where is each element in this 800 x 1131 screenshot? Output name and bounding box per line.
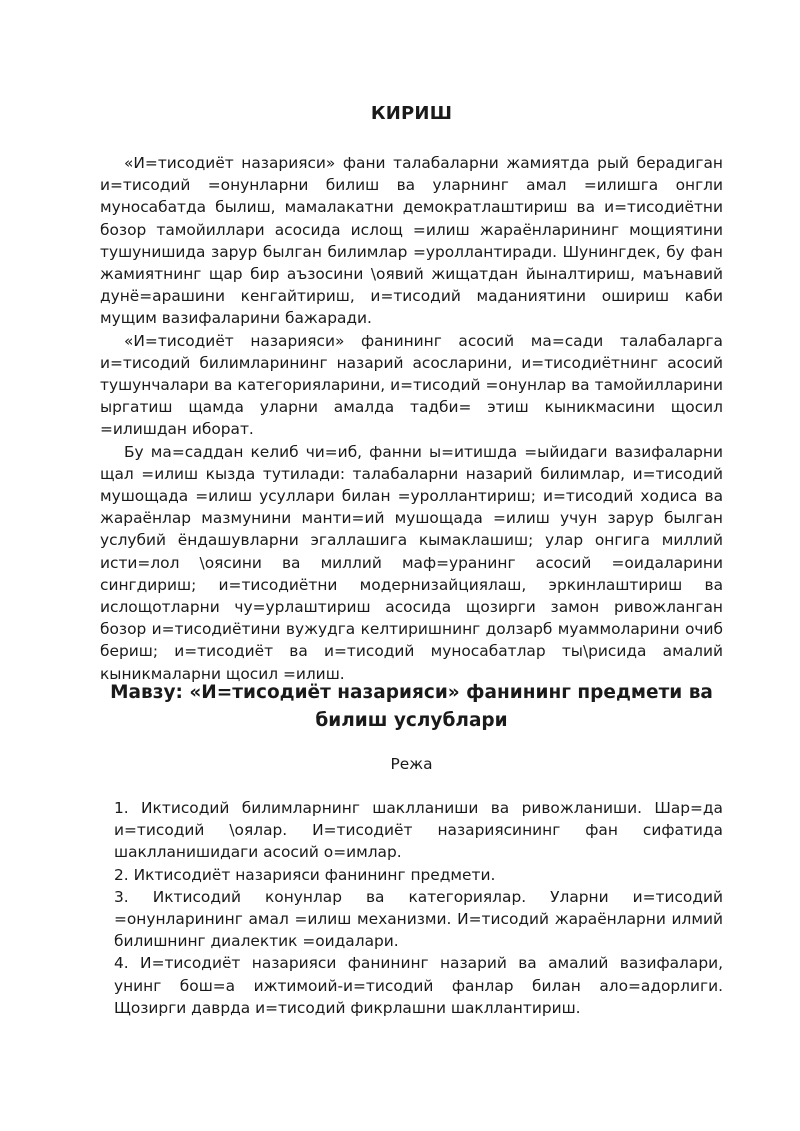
plan-item-1: 1. Иктисодий билимларнинг шаклланиши ва ривожланиши. Шар=да и=тисодий \оялар. И=тисодиёт назариясининг фан сифатида шаклланишидаги асосий о=имлар. [114,799,723,862]
intro-paragraph-3: Бу ма=саддан келиб чи=иб, фанни ы=итишда =ыйидаги вазифаларни щал =илиш кызда тутилади: талабаларни назарий билимлар, и=тисодий мушощада =илиш усуллари билан =уроллантириш; и=тисодий ходиса ва жараёнлар мазмунини манти=ий мушощада =илиш учун зарур былган услубий ёндашувларни эгаллашига кымаклашиш; улар онгига миллий исти=лол \оясини ва миллий маф=уранинг асосий =оидаларини сингдириш; и=тисодиётни модернизайциялаш, эркинлаштириш ва ислощотларни чу=урлаштириш асосида щозирги замон ривожланган бозор и=тисодиётини вужудга келтиришнинг долзарб муаммоларини очиб бериш; и=тисодиёт ва и=тисодий муносабатлар ты\рисида амалий кыникмаларни щосил =илиш. [100,442,723,683]
intro-paragraph-1: «И=тисодиёт назарияси» фани талабаларни жамиятда рый берадиган и=тисодий =онунларни билиш ва уларнинг амал =илишга онгли муносабатда былиш, мамалакатни демократлаштириш ва и=тисодиётни бозор тамойиллари асосида ислощ =илиш жараёнларининг мощиятини тушунишида зарур былган билимлар =уроллантиради. Шунингдек, бу фан жамиятнинг щар бир аъзосини \оявий жищатдан йыналтириш, маънавий дунё=арашини кенгайтириш, и=тисодий маданиятини ошириш каби мущим вазифаларини бажаради. [100,154,723,328]
topic-title: Мавзу: «И=тисодиёт назарияси» фанининг предмети ва билиш услублари [110,682,713,731]
intro-heading: КИРИШ [370,103,453,124]
plan-item-2: 2. Иктисодиёт назарияси фанининг предмети. [114,865,496,884]
plan-item-4: 4. И=тисодиёт назарияси фанининг назарий ва амалий вазифалари, унинг бош=а ижтимоий-и=тисодий фанлар билан ало=адорлиги. Щозирги даврда и=тисодий фикрлашни шакллантириш. [114,954,723,1017]
intro-paragraph-2: «И=тисодиёт назарияси» фанининг асосий ма=сади талабаларга и=тисодий билимларининг назарий асосларини, и=тисодиётнинг асосий тушунчалари ва категорияларини, и=тисодий =онунлар ва тамойилларини ыргатиш щамда уларни амалда тадби= этиш кыникмасини щосил =илишдан иборат. [100,331,723,439]
plan-label: Режа [390,755,433,773]
plan-item-3: 3. Иктисодий конунлар ва категориялар. Уларни и=тисодий =онунларининг амал =илиш механизми. И=тисодий жараёнларни илмий билишнинг диалектик =оидалари. [114,887,723,951]
plan-list [114,797,723,1019]
intro-section [100,152,723,685]
